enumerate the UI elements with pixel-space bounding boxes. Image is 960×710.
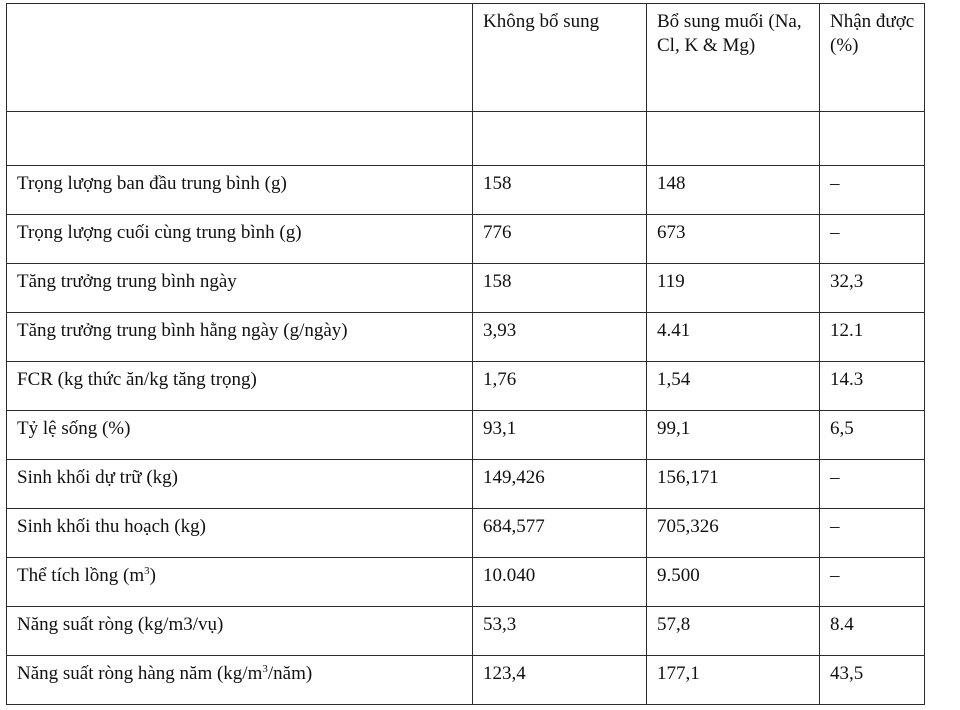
value-salt-supplement: 4.41: [647, 313, 820, 362]
value-gain-percent: 32,3: [820, 264, 925, 313]
empty-cell: [473, 112, 647, 166]
table-row: [7, 656, 925, 705]
row-label-text: Năng suất ròng (kg/m3/vụ): [17, 614, 224, 635]
table-body: [7, 166, 925, 705]
empty-row: [7, 112, 925, 166]
header-row: [7, 4, 925, 112]
value-salt-supplement: 119: [647, 264, 820, 313]
value-no-supplement: 93,1: [473, 411, 647, 460]
table-row: [7, 362, 925, 411]
value-no-supplement: 53,3: [473, 607, 647, 656]
value-salt-supplement: 99,1: [647, 411, 820, 460]
table-row: [7, 313, 925, 362]
row-label: [7, 362, 473, 411]
row-label-end: ): [149, 565, 156, 586]
value-salt-supplement: 177,1: [647, 656, 820, 705]
value-gain-percent: –: [820, 166, 925, 215]
value-no-supplement: 10.040: [473, 558, 647, 607]
row-label: [7, 166, 473, 215]
row-label: [7, 607, 473, 656]
row-label-text: Tỷ lệ sống (%): [17, 418, 131, 439]
row-label: [7, 411, 473, 460]
value-salt-supplement: 1,54: [647, 362, 820, 411]
row-label: [7, 460, 473, 509]
header-blank-cell: [7, 4, 473, 112]
header-gain-percent: Nhận được (%): [820, 4, 925, 112]
row-label: [7, 313, 473, 362]
value-no-supplement: 1,76: [473, 362, 647, 411]
value-no-supplement: 158: [473, 166, 647, 215]
row-label-text: Sinh khối dự trữ (kg): [17, 467, 178, 488]
value-no-supplement: 149,426: [473, 460, 647, 509]
empty-cell: [7, 112, 473, 166]
value-no-supplement: 776: [473, 215, 647, 264]
value-no-supplement: 123,4: [473, 656, 647, 705]
row-label: [7, 509, 473, 558]
data-table: [6, 3, 925, 705]
value-no-supplement: 158: [473, 264, 647, 313]
table-row: [7, 460, 925, 509]
table-row: [7, 215, 925, 264]
value-salt-supplement: 57,8: [647, 607, 820, 656]
table-row: [7, 509, 925, 558]
value-no-supplement: 684,577: [473, 509, 647, 558]
table-row: [7, 264, 925, 313]
row-label-text: Thể tích lồng (m: [17, 565, 145, 586]
header-no-supplement: Không bổ sung: [473, 4, 647, 112]
row-label-text: Tăng trưởng trung bình ngày: [17, 271, 237, 292]
table-row: [7, 166, 925, 215]
value-gain-percent: –: [820, 509, 925, 558]
row-label-end: /năm): [267, 663, 313, 684]
row-label: [7, 656, 473, 705]
value-salt-supplement: 148: [647, 166, 820, 215]
row-label: [7, 264, 473, 313]
row-label-text: Trọng lượng cuối cùng trung bình (g): [17, 222, 302, 243]
value-no-supplement: 3,93: [473, 313, 647, 362]
row-label: [7, 558, 473, 607]
row-label-superscript: 3: [144, 565, 150, 577]
table-row: [7, 558, 925, 607]
value-gain-percent: –: [820, 558, 925, 607]
table-row: [7, 607, 925, 656]
value-gain-percent: –: [820, 460, 925, 509]
row-label-text: Trọng lượng ban đầu trung bình (g): [17, 173, 287, 194]
value-salt-supplement: 673: [647, 215, 820, 264]
empty-cell: [820, 112, 925, 166]
value-gain-percent: 43,5: [820, 656, 925, 705]
value-salt-supplement: 9.500: [647, 558, 820, 607]
row-label-text: Sinh khối thu hoạch (kg): [17, 516, 206, 537]
row-label-text: Năng suất ròng hàng năm (kg/m: [17, 663, 263, 684]
value-gain-percent: 12.1: [820, 313, 925, 362]
row-label-text: Tăng trưởng trung bình hằng ngày (g/ngày): [17, 320, 348, 341]
row-label-superscript: 3: [262, 663, 268, 675]
row-label: [7, 215, 473, 264]
value-gain-percent: 14.3: [820, 362, 925, 411]
value-gain-percent: –: [820, 215, 925, 264]
empty-cell: [647, 112, 820, 166]
table-row: [7, 411, 925, 460]
value-salt-supplement: 156,171: [647, 460, 820, 509]
value-gain-percent: 6,5: [820, 411, 925, 460]
row-label-text: FCR (kg thức ăn/kg tăng trọng): [17, 369, 257, 390]
value-gain-percent: 8.4: [820, 607, 925, 656]
header-salt-supplement: Bổ sung muối (Na, Cl, K & Mg): [647, 4, 820, 112]
value-salt-supplement: 705,326: [647, 509, 820, 558]
